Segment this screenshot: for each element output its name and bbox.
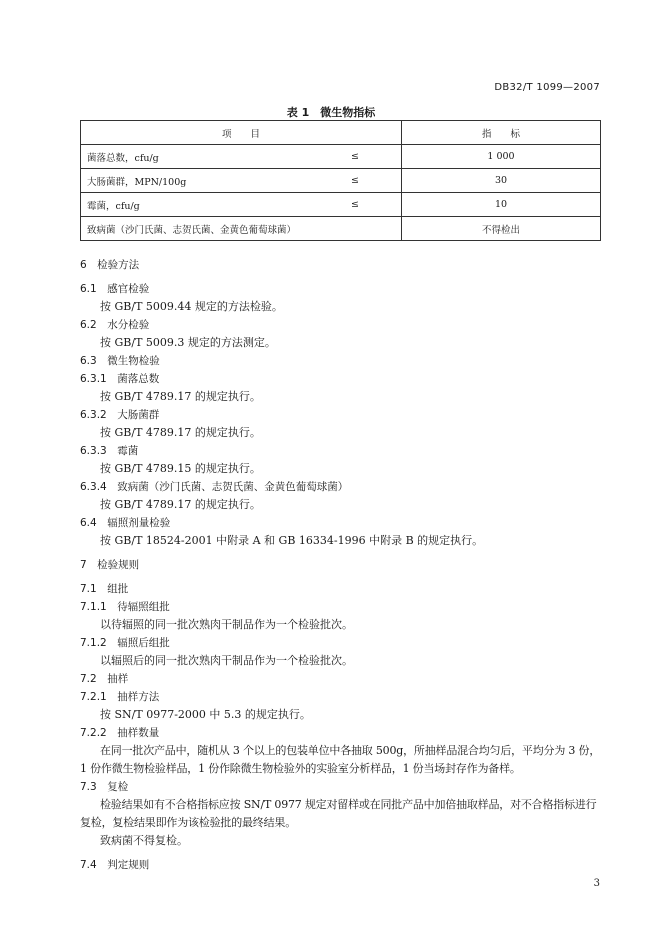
section-heading-7-2-1: 7.2.1 抽样方法 [80, 691, 160, 703]
row-operator: ≤ [309, 145, 402, 169]
section-text-7-3-a: 检验结果如有不合格指标应按 SN/T 0977 规定对留样或在同批产品中加倍抽取样品，对不合格指标进行复检，复检结果即作为该检验批的最终结果。 [80, 798, 597, 829]
row-item: 霉菌，cfu/g [81, 193, 310, 217]
section-heading-7-1-2: 7.1.2 辐照后组批 [80, 637, 170, 649]
section-text-7-1-1: 以待辐照的同一批次熟肉干制品作为一个检验批次。 [100, 618, 353, 631]
row-operator [309, 217, 402, 241]
section-text-6-3-4: 按 GB/T 4789.17 的规定执行。 [100, 498, 261, 511]
section-text-7-2-2: 在同一批次产品中，随机从 3 个以上的包装单位中各抽取 500g，所抽样品混合均匀后，平均分为 3 份，1 份作微生物检验样品，1 份作除微生物检验外的实验室分析样品，1 份当场封存作为备样。 [80, 744, 601, 775]
section-heading-6: 6 检验方法 [80, 259, 140, 271]
microbiological-indicators-table [80, 120, 601, 241]
table-row [81, 145, 601, 169]
document-body [80, 256, 605, 874]
row-item: 菌落总数，cfu/g [81, 145, 310, 169]
section-heading-7-1: 7.1 组批 [80, 583, 129, 595]
page-number: 3 [593, 878, 600, 889]
section-text-6-4: 按 GB/T 18524-2001 中附录 A 和 GB 16334-1996 中附录 B 的规定执行。 [100, 534, 484, 547]
row-value: 1 000 [402, 145, 601, 169]
section-heading-7-2: 7.2 抽样 [80, 673, 129, 685]
section-text-6-1: 按 GB/T 5009.44 规定的方法检验。 [100, 300, 283, 313]
section-heading-6-3: 6.3 微生物检验 [80, 355, 160, 367]
row-item: 大肠菌群，MPN/100g [81, 169, 310, 193]
section-heading-6-3-4: 6.3.4 致病菌（沙门氏菌、志贺氏菌、金黄色葡萄球菌） [80, 481, 349, 493]
section-text-6-3-2: 按 GB/T 4789.17 的规定执行。 [100, 426, 261, 439]
section-heading-7: 7 检验规则 [80, 559, 140, 571]
row-value: 10 [402, 193, 601, 217]
section-heading-6-3-1: 6.3.1 菌落总数 [80, 373, 160, 385]
section-heading-6-1: 6.1 感官检验 [80, 283, 150, 295]
document-code: DB32/T 1099—2007 [494, 82, 600, 93]
row-value: 不得检出 [402, 217, 601, 241]
row-item: 致病菌（沙门氏菌、志贺氏菌、金黄色葡萄球菌） [81, 217, 310, 241]
section-text-7-1-2: 以辐照后的同一批次熟肉干制品作为一个检验批次。 [100, 654, 353, 667]
table-row [81, 193, 601, 217]
section-heading-7-4: 7.4 判定规则 [80, 859, 150, 871]
section-text-6-3-3: 按 GB/T 4789.15 的规定执行。 [100, 462, 261, 475]
row-operator: ≤ [309, 169, 402, 193]
table-row [81, 169, 601, 193]
section-text-6-2: 按 GB/T 5009.3 规定的方法测定。 [100, 336, 276, 349]
row-value: 30 [402, 169, 601, 193]
section-text-7-2-1: 按 SN/T 0977-2000 中 5.3 的规定执行。 [100, 708, 311, 721]
section-heading-7-1-1: 7.1.1 待辐照组批 [80, 601, 170, 613]
section-text-6-3-1: 按 GB/T 4789.17 的规定执行。 [100, 390, 261, 403]
section-heading-7-2-2: 7.2.2 抽样数量 [80, 727, 160, 739]
row-operator: ≤ [309, 193, 402, 217]
section-heading-6-3-2: 6.3.2 大肠菌群 [80, 409, 160, 421]
section-heading-6-4: 6.4 辐照剂量检验 [80, 517, 171, 529]
table-caption: 表 1 微生物指标 [286, 106, 376, 119]
table-row [81, 217, 601, 241]
column-header-value: 指 标 [402, 121, 601, 145]
section-text-7-3-b: 致病菌不得复检。 [100, 834, 188, 847]
table-header-row [81, 121, 601, 145]
section-heading-6-3-3: 6.3.3 霉菌 [80, 445, 139, 457]
section-heading-6-2: 6.2 水分检验 [80, 319, 150, 331]
column-header-item: 项 目 [81, 121, 402, 145]
section-heading-7-3: 7.3 复检 [80, 781, 129, 793]
